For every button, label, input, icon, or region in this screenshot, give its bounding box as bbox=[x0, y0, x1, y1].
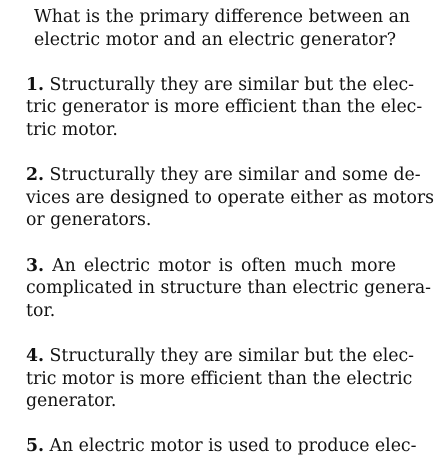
option-number: 2. bbox=[26, 165, 45, 186]
option-line bbox=[14, 435, 417, 458]
option-text: Structurally they are similar but the elec- bbox=[49, 74, 415, 95]
option-text: An electric motor is often much more bbox=[52, 255, 396, 276]
option-line bbox=[14, 345, 415, 368]
question-line: electric motor and an electric generator? bbox=[34, 29, 397, 50]
option-line: or generators. bbox=[26, 210, 152, 231]
option-number: 4. bbox=[26, 345, 45, 366]
option-number: 5. bbox=[26, 436, 45, 457]
option-line: tric motor is more efficient than the electric bbox=[26, 368, 413, 389]
option-text: Structurally they are similar but the elec- bbox=[49, 345, 415, 366]
option-line: tor. bbox=[26, 300, 56, 321]
option-number: 3. bbox=[26, 255, 45, 276]
option-text: Structurally they are similar and some de- bbox=[49, 165, 421, 186]
answer-option-2 bbox=[14, 164, 435, 232]
option-line: tric generator is more efficient than the elec- bbox=[26, 97, 423, 118]
question-text bbox=[14, 6, 411, 51]
answer-option-5 bbox=[14, 435, 417, 458]
option-line bbox=[14, 74, 415, 97]
option-text: An electric motor is used to produce elec- bbox=[49, 436, 417, 457]
option-line bbox=[14, 255, 396, 278]
option-line: generator. bbox=[26, 391, 117, 412]
answer-option-4 bbox=[14, 345, 415, 413]
answer-option-3 bbox=[14, 255, 431, 323]
option-number: 1. bbox=[26, 74, 45, 95]
option-line bbox=[14, 164, 421, 187]
option-line: vices are designed to operate either as motors bbox=[26, 187, 435, 208]
option-line: tric motor. bbox=[26, 119, 118, 140]
question-document bbox=[14, 6, 435, 458]
question-line: What is the primary difference between an bbox=[34, 7, 411, 27]
option-line: complicated in structure than electric genera- bbox=[26, 278, 431, 299]
answer-option-1 bbox=[14, 74, 423, 142]
